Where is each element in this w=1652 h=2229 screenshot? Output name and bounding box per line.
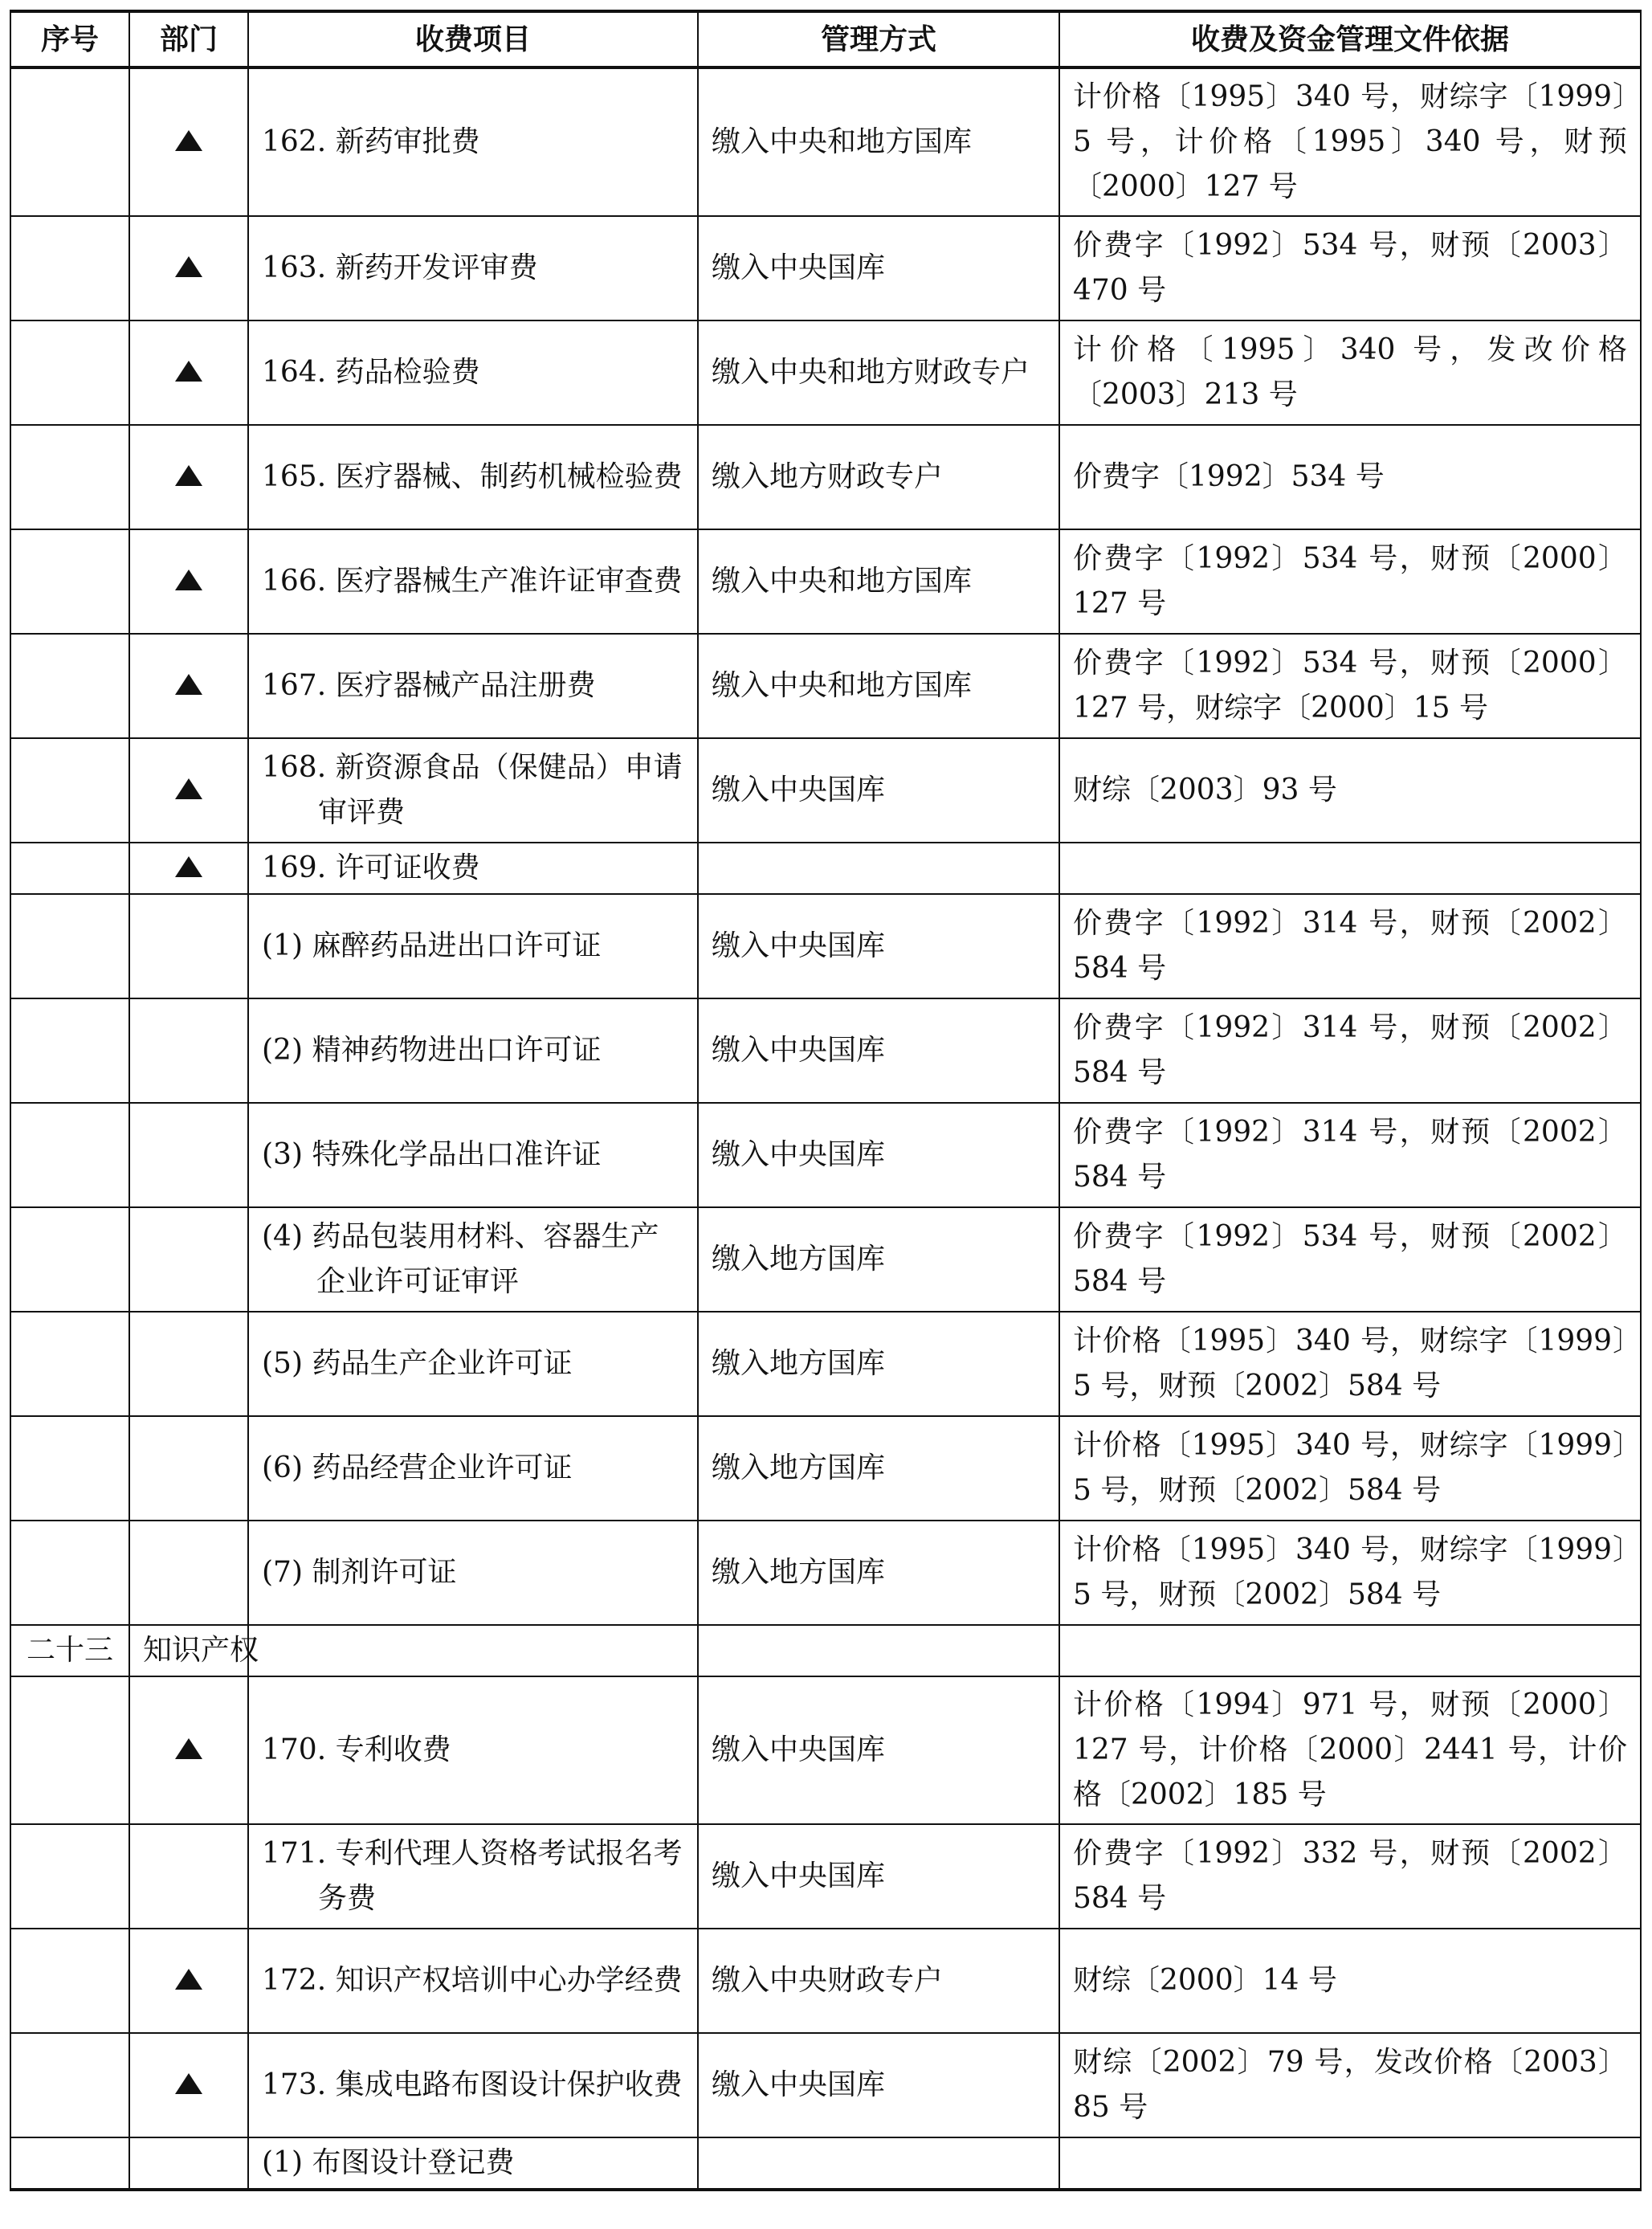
header-dept: 部门	[129, 11, 248, 67]
cell-seq	[10, 634, 129, 738]
cell-management	[698, 843, 1059, 894]
table-row	[10, 529, 1641, 634]
cell-fee-item	[248, 216, 698, 320]
cell-document-basis	[1059, 843, 1641, 894]
cell-dept	[129, 529, 248, 634]
cell-dept	[129, 894, 248, 998]
fee-item-text: 165. 医疗器械、制药机械检验费	[262, 460, 683, 493]
cell-document-basis: 价费字〔1992〕314 号，财预〔2002〕584 号	[1059, 1103, 1641, 1207]
cell-seq	[10, 320, 129, 425]
cell-dept	[129, 1929, 248, 2033]
table-row	[10, 843, 1641, 894]
fee-item-text: 163. 新药开发评审费	[262, 251, 538, 284]
cell-dept	[129, 1676, 248, 1824]
cell-fee-item	[248, 1676, 698, 1824]
cell-seq	[10, 2033, 129, 2137]
cell-management: 缴入中央国库	[698, 998, 1059, 1103]
fee-item-text: 164. 药品检验费	[262, 356, 480, 389]
cell-fee-item	[248, 1521, 698, 1625]
cell-management: 缴入中央国库	[698, 216, 1059, 320]
table-row	[10, 425, 1641, 529]
cell-fee-item	[248, 1103, 698, 1207]
triangle-marker-icon	[175, 1969, 202, 1990]
cell-fee-item	[248, 67, 698, 216]
cell-fee-item	[248, 998, 698, 1103]
cell-dept	[129, 320, 248, 425]
cell-management: 缴入中央国库	[698, 894, 1059, 998]
cell-dept	[129, 425, 248, 529]
cell-document-basis: 财综〔2003〕93 号	[1059, 738, 1641, 843]
cell-fee-item	[248, 634, 698, 738]
cell-document-basis: 计价格〔1995〕340 号，财综字〔1999〕5 号，财预〔2002〕584 号	[1059, 1312, 1641, 1416]
cell-management: 缴入中央国库	[698, 1676, 1059, 1824]
fee-item-text: 162. 新药审批费	[262, 125, 480, 158]
table-row	[10, 998, 1641, 1103]
table-header-row	[10, 11, 1641, 67]
fee-item-text: 169. 许可证收费	[262, 851, 480, 884]
cell-document-basis: 价费字〔1992〕534 号，财预〔2000〕127 号	[1059, 529, 1641, 634]
cell-fee-item	[248, 1312, 698, 1416]
cell-seq	[10, 216, 129, 320]
cell-seq	[10, 1416, 129, 1521]
cell-seq	[10, 1824, 129, 1929]
triangle-marker-icon	[175, 465, 202, 486]
cell-dept	[129, 2033, 248, 2137]
table-row	[10, 894, 1641, 998]
cell-document-basis: 计价格〔1994〕971 号，财预〔2000〕127 号，计价格〔2000〕2441 号，计价格〔2002〕185 号	[1059, 1676, 1641, 1824]
cell-document-basis: 价费字〔1992〕534 号，财预〔2003〕470 号	[1059, 216, 1641, 320]
cell-seq	[10, 425, 129, 529]
header-item: 收费项目	[248, 11, 698, 67]
fee-item-text: (1) 布图设计登记费	[262, 2146, 515, 2179]
cell-seq	[10, 1521, 129, 1625]
cell-management: 缴入地方国库	[698, 1521, 1059, 1625]
cell-management: 缴入中央和地方国库	[698, 529, 1059, 634]
table-row	[10, 67, 1641, 216]
cell-fee-item	[248, 843, 698, 894]
table-row	[10, 1676, 1641, 1824]
table-row	[10, 1312, 1641, 1416]
cell-dept: 知识产权	[129, 1625, 248, 1676]
cell-fee-item	[248, 894, 698, 998]
triangle-marker-icon	[175, 361, 202, 382]
triangle-marker-icon	[175, 256, 202, 277]
cell-seq	[10, 1929, 129, 2033]
cell-seq	[10, 843, 129, 894]
cell-document-basis: 财综〔2002〕79 号，发改价格〔2003〕85 号	[1059, 2033, 1641, 2137]
cell-fee-item	[248, 1416, 698, 1521]
cell-document-basis	[1059, 1625, 1641, 1676]
cell-management	[698, 1625, 1059, 1676]
table-body	[10, 67, 1641, 2190]
cell-management	[698, 2137, 1059, 2190]
cell-fee-item	[248, 320, 698, 425]
cell-document-basis	[1059, 2137, 1641, 2190]
cell-management: 缴入中央和地方国库	[698, 634, 1059, 738]
table-row	[10, 320, 1641, 425]
cell-seq	[10, 2137, 129, 2190]
triangle-marker-icon	[175, 2073, 202, 2094]
table-row	[10, 634, 1641, 738]
cell-fee-item	[248, 1625, 698, 1676]
cell-dept	[129, 1312, 248, 1416]
cell-dept	[129, 634, 248, 738]
triangle-marker-icon	[175, 856, 202, 877]
cell-fee-item	[248, 2137, 698, 2190]
cell-management: 缴入中央和地方国库	[698, 67, 1059, 216]
cell-fee-item	[248, 2033, 698, 2137]
cell-management: 缴入中央国库	[698, 1103, 1059, 1207]
cell-seq	[10, 998, 129, 1103]
cell-dept	[129, 1103, 248, 1207]
triangle-marker-icon	[175, 1738, 202, 1759]
fee-item-text: (7) 制剂许可证	[262, 1556, 457, 1589]
table-row	[10, 2137, 1641, 2190]
table-row	[10, 1207, 1641, 1312]
fee-item-text: (1) 麻醉药品进出口许可证	[262, 929, 602, 962]
table-row	[10, 1824, 1641, 1929]
cell-dept	[129, 738, 248, 843]
cell-management: 缴入中央国库	[698, 738, 1059, 843]
cell-seq: 二十三	[10, 1625, 129, 1676]
cell-dept	[129, 1207, 248, 1312]
cell-document-basis: 价费字〔1992〕534 号	[1059, 425, 1641, 529]
fee-item-text: 171. 专利代理人资格考试报名考务费	[262, 1837, 683, 1915]
fee-item-text: 166. 医疗器械生产准许证审查费	[262, 565, 683, 598]
fee-item-text: (5) 药品生产企业许可证	[262, 1347, 573, 1380]
fee-item-text: 173. 集成电路布图设计保护收费	[262, 2068, 683, 2101]
cell-dept	[129, 67, 248, 216]
fee-item-text: 172. 知识产权培训中心办学经费	[262, 1964, 683, 1997]
cell-seq	[10, 894, 129, 998]
cell-document-basis: 计价格〔1995〕340 号，财综字〔1999〕5 号，计价格〔1995〕340 号，财预〔2000〕127 号	[1059, 67, 1641, 216]
fee-item-text: 167. 医疗器械产品注册费	[262, 669, 596, 702]
cell-management: 缴入中央财政专户	[698, 1929, 1059, 2033]
cell-management: 缴入中央国库	[698, 2033, 1059, 2137]
cell-document-basis: 计价格〔1995〕340 号，发改价格〔2003〕213 号	[1059, 320, 1641, 425]
cell-management: 缴入地方国库	[698, 1416, 1059, 1521]
cell-seq	[10, 67, 129, 216]
table-row	[10, 1416, 1641, 1521]
cell-management: 缴入中央和地方财政专户	[698, 320, 1059, 425]
triangle-marker-icon	[175, 569, 202, 590]
cell-seq	[10, 529, 129, 634]
cell-document-basis: 价费字〔1992〕534 号，财预〔2002〕584 号	[1059, 1207, 1641, 1312]
fee-item-text: (6) 药品经营企业许可证	[262, 1451, 573, 1484]
cell-fee-item	[248, 425, 698, 529]
cell-seq	[10, 1676, 129, 1824]
cell-dept	[129, 1416, 248, 1521]
cell-management: 缴入地方国库	[698, 1312, 1059, 1416]
cell-seq	[10, 1103, 129, 1207]
cell-dept	[129, 1521, 248, 1625]
cell-seq	[10, 1312, 129, 1416]
fee-item-text: 168. 新资源食品（保健品）申请审评费	[262, 751, 683, 829]
fee-item-text: (3) 特殊化学品出口准许证	[262, 1138, 602, 1171]
table-row	[10, 1521, 1641, 1625]
cell-document-basis: 计价格〔1995〕340 号，财综字〔1999〕5 号，财预〔2002〕584 号	[1059, 1416, 1641, 1521]
table-row	[10, 216, 1641, 320]
cell-fee-item	[248, 1824, 698, 1929]
cell-document-basis: 财综〔2000〕14 号	[1059, 1929, 1641, 2033]
header-mgmt: 管理方式	[698, 11, 1059, 67]
fee-table	[10, 10, 1642, 2191]
table-row	[10, 1929, 1641, 2033]
document-page	[10, 10, 1640, 2191]
cell-document-basis: 价费字〔1992〕314 号，财预〔2002〕584 号	[1059, 998, 1641, 1103]
fee-item-text: (4) 药品包装用材料、容器生产企业许可证审评	[262, 1220, 659, 1298]
table-row	[10, 1625, 1641, 1676]
cell-seq	[10, 738, 129, 843]
triangle-marker-icon	[175, 778, 202, 799]
cell-management: 缴入地方国库	[698, 1207, 1059, 1312]
table-row	[10, 738, 1641, 843]
table-row	[10, 1103, 1641, 1207]
cell-dept	[129, 843, 248, 894]
cell-management: 缴入地方财政专户	[698, 425, 1059, 529]
cell-document-basis: 价费字〔1992〕314 号，财预〔2002〕584 号	[1059, 894, 1641, 998]
cell-document-basis: 计价格〔1995〕340 号，财综字〔1999〕5 号，财预〔2002〕584 号	[1059, 1521, 1641, 1625]
cell-management: 缴入中央国库	[698, 1824, 1059, 1929]
cell-dept	[129, 216, 248, 320]
table-row	[10, 2033, 1641, 2137]
triangle-marker-icon	[175, 130, 202, 151]
cell-fee-item	[248, 738, 698, 843]
cell-seq	[10, 1207, 129, 1312]
cell-fee-item	[248, 1929, 698, 2033]
cell-fee-item	[248, 1207, 698, 1312]
cell-dept	[129, 2137, 248, 2190]
triangle-marker-icon	[175, 674, 202, 695]
cell-dept	[129, 1824, 248, 1929]
cell-document-basis: 价费字〔1992〕534 号，财预〔2000〕127 号，财综字〔2000〕15 号	[1059, 634, 1641, 738]
cell-dept	[129, 998, 248, 1103]
cell-document-basis: 价费字〔1992〕332 号，财预〔2002〕584 号	[1059, 1824, 1641, 1929]
fee-item-text: 170. 专利收费	[262, 1733, 451, 1766]
fee-item-text: (2) 精神药物进出口许可证	[262, 1034, 602, 1067]
header-seq: 序号	[10, 11, 129, 67]
header-basis: 收费及资金管理文件依据	[1059, 11, 1641, 67]
cell-fee-item	[248, 529, 698, 634]
